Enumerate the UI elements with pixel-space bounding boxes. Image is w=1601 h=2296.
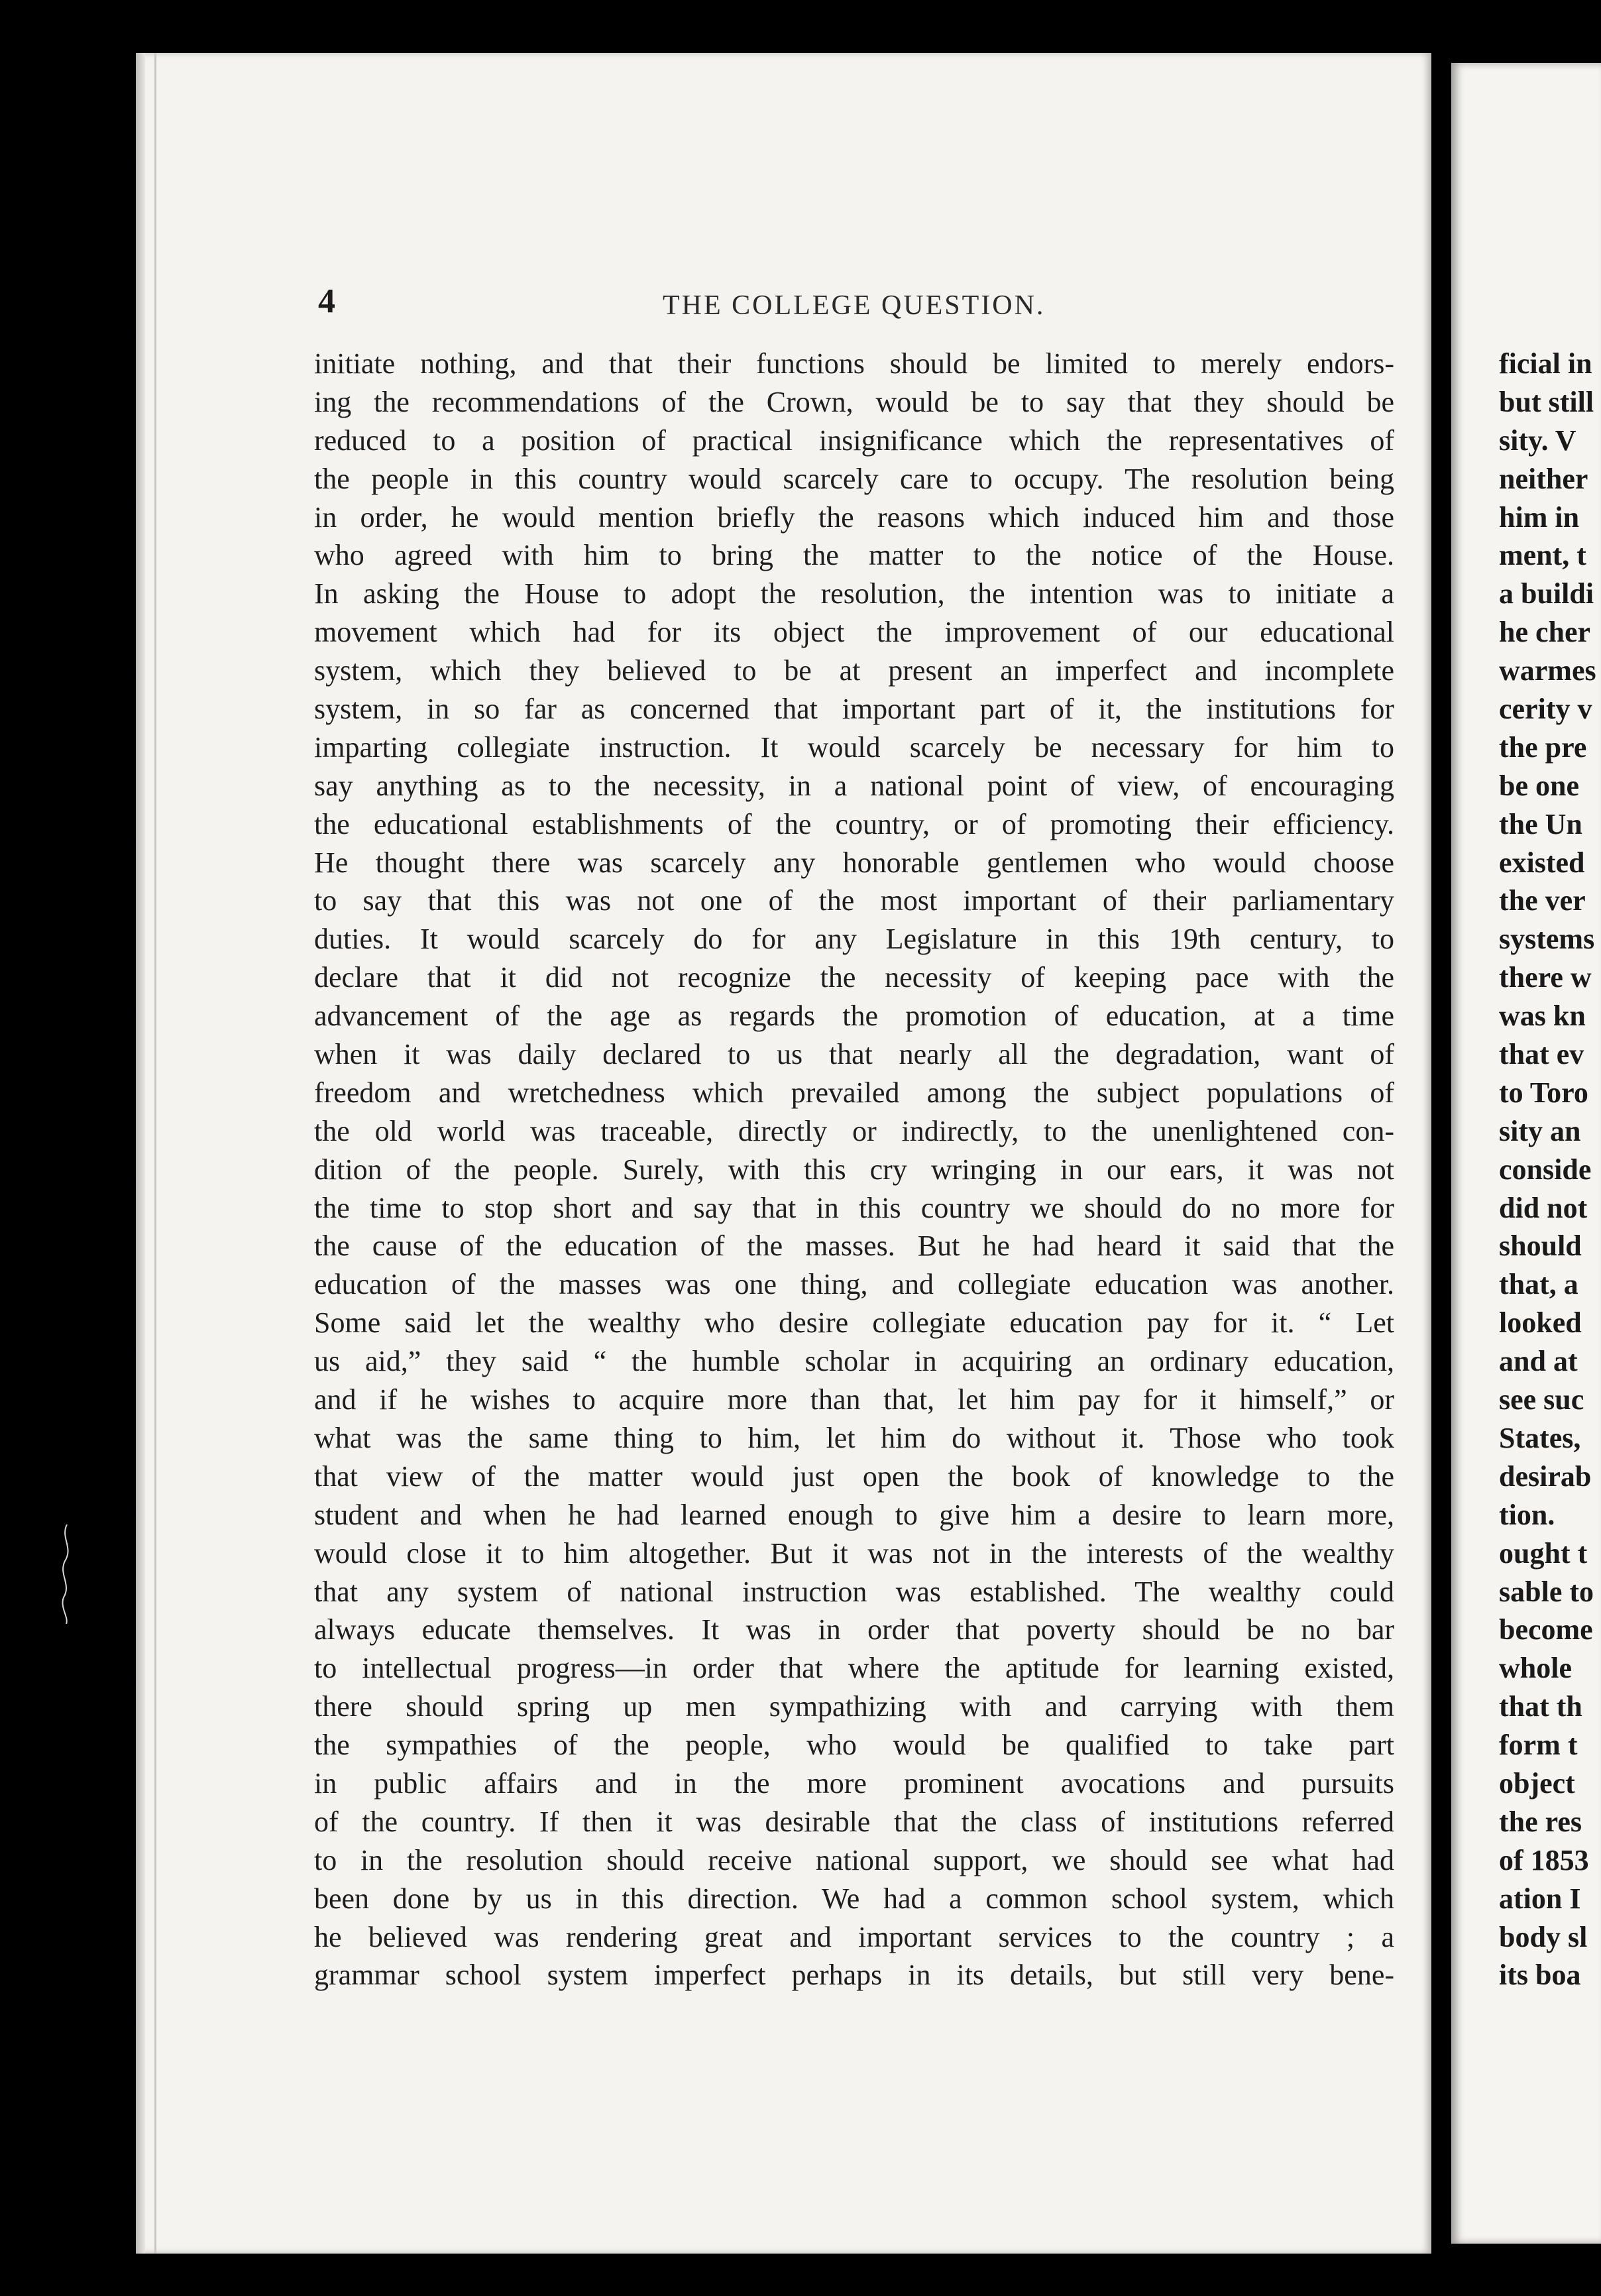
text-line: reduced to a position of practical insignificance which the representatives of bbox=[314, 424, 1394, 457]
facing-text-line: be one bbox=[1499, 769, 1579, 802]
facing-text-line: of 1853 bbox=[1499, 1843, 1589, 1876]
text-line: movement which had for its object the improvement of our educational bbox=[314, 616, 1394, 649]
page-number: 4 bbox=[318, 282, 335, 320]
text-line: of the country. If then it was desirable that the class of institutions referred bbox=[314, 1805, 1394, 1838]
text-line: that any system of national instruction was established. The wealthy could bbox=[314, 1575, 1394, 1608]
text-line: to say that this was not one of the most important of their parliamentary bbox=[314, 884, 1394, 917]
text-line: ing the recommendations of the Crown, would be to say that they should be bbox=[314, 385, 1394, 418]
text-line: system, in so far as concerned that important part of it, the institutions for bbox=[314, 693, 1394, 726]
facing-text-line: and at bbox=[1499, 1345, 1578, 1378]
text-line: system, which they believed to be at present an imperfect and incomplete bbox=[314, 654, 1394, 687]
facing-text-line: sity an bbox=[1499, 1114, 1581, 1147]
facing-text-line: the Un bbox=[1499, 807, 1582, 840]
text-line: when it was daily declared to us that nearly all the degradation, want of bbox=[314, 1038, 1394, 1071]
facing-page-text-column bbox=[1499, 345, 1601, 1994]
text-line: the old world was traceable, directly or indirectly, to the unenlightened con- bbox=[314, 1114, 1394, 1147]
text-line: the educational establishments of the country, or of promoting their efficiency. bbox=[314, 807, 1394, 840]
text-line: dition of the people. Surely, with this cry wringing in our ears, it was not bbox=[314, 1153, 1394, 1186]
text-line: what was the same thing to him, let him do without it. Those who took bbox=[314, 1421, 1394, 1454]
facing-text-line: become bbox=[1499, 1613, 1593, 1646]
facing-text-line: sable to bbox=[1499, 1575, 1594, 1608]
text-line: declare that it did not recognize the necessity of keeping pace with the bbox=[314, 961, 1394, 994]
facing-text-line: that ev bbox=[1499, 1038, 1584, 1071]
facing-text-line: the res bbox=[1499, 1805, 1582, 1838]
facing-text-line: systems bbox=[1499, 923, 1595, 956]
text-line: initiate nothing, and that their functions should be limited to merely endors- bbox=[314, 347, 1394, 380]
text-line: been done by us in this direction. We had a common school system, which bbox=[314, 1882, 1394, 1915]
facing-text-line: the pre bbox=[1499, 730, 1587, 764]
text-line: would close it to him altogether. But it was not in the interests of the wealthy bbox=[314, 1536, 1394, 1570]
margin-ink-mark bbox=[57, 1524, 77, 1624]
binding-shadow bbox=[136, 53, 145, 2254]
facing-text-line: neither bbox=[1499, 462, 1588, 495]
text-line: there should spring up men sympathizing with and carrying with them bbox=[314, 1690, 1394, 1723]
facing-text-line: him in bbox=[1499, 500, 1580, 534]
facing-text-line: should bbox=[1499, 1230, 1582, 1263]
text-line: Some said let the wealthy who desire collegiate education pay for it. “ Let bbox=[314, 1306, 1394, 1340]
text-line: in public affairs and in the more prominent avocations and pursuits bbox=[314, 1766, 1394, 1800]
facing-text-line: to Toro bbox=[1499, 1076, 1588, 1109]
text-line: He thought there was scarcely any honorable gentlemen who would choose bbox=[314, 846, 1394, 879]
text-line: us aid,” they said “ the humble scholar in acquiring an ordinary education, bbox=[314, 1345, 1394, 1378]
facing-text-line: he cher bbox=[1499, 616, 1591, 649]
facing-text-line: but still bbox=[1499, 385, 1594, 418]
text-line: the cause of the education of the masses. But he had heard it said that the bbox=[314, 1230, 1394, 1263]
facing-text-line: warmes bbox=[1499, 654, 1596, 687]
facing-text-line: tion. bbox=[1499, 1498, 1555, 1531]
facing-text-line: that, a bbox=[1499, 1268, 1578, 1301]
facing-text-line: body sl bbox=[1499, 1920, 1588, 1953]
facing-text-line: ation I bbox=[1499, 1882, 1581, 1915]
facing-text-line: ment, t bbox=[1499, 539, 1586, 572]
facing-text-line: States, bbox=[1499, 1421, 1581, 1454]
text-line: and if he wishes to acquire more than that, let him pay for it himself,” or bbox=[314, 1383, 1394, 1416]
facing-text-line: conside bbox=[1499, 1153, 1592, 1186]
running-title: THE COLLEGE QUESTION. bbox=[663, 290, 1046, 321]
running-head bbox=[318, 282, 1405, 321]
facing-text-line: its boa bbox=[1499, 1959, 1581, 1992]
page-edge-line bbox=[154, 53, 156, 2254]
facing-text-line: ought t bbox=[1499, 1536, 1588, 1570]
text-line: to intellectual progress—in order that where the aptitude for learning existed, bbox=[314, 1652, 1394, 1685]
facing-text-line: existed bbox=[1499, 846, 1585, 879]
text-line: student and when he had learned enough to give him a desire to learn more, bbox=[314, 1498, 1394, 1531]
text-line: duties. It would scarcely do for any Legislature in this 19th century, to bbox=[314, 923, 1394, 956]
text-line: in order, he would mention briefly the reasons which induced him and those bbox=[314, 500, 1394, 534]
text-line: imparting collegiate instruction. It would scarcely be necessary for him to bbox=[314, 730, 1394, 764]
facing-text-line: form t bbox=[1499, 1729, 1578, 1762]
text-line: he believed was rendering great and important services to the country ; a bbox=[314, 1920, 1394, 1953]
text-line: to in the resolution should receive national support, we should see what had bbox=[314, 1843, 1394, 1876]
facing-text-line: a buildi bbox=[1499, 577, 1594, 610]
facing-text-line: cerity v bbox=[1499, 693, 1592, 726]
text-line: that view of the matter would just open the book of knowledge to the bbox=[314, 1460, 1394, 1493]
text-line: the sympathies of the people, who would be qualified to take part bbox=[314, 1729, 1394, 1762]
facing-text-line: ficial in bbox=[1499, 347, 1592, 380]
text-line: education of the masses was one thing, and collegiate education was another. bbox=[314, 1268, 1394, 1301]
text-line: grammar school system imperfect perhaps in its details, but still very bene- bbox=[314, 1959, 1394, 1992]
facing-text-line: was kn bbox=[1499, 1000, 1586, 1033]
facing-text-line: that th bbox=[1499, 1690, 1582, 1723]
facing-text-line: did not bbox=[1499, 1191, 1588, 1224]
text-line: the people in this country would scarcely care to occupy. The resolution being bbox=[314, 462, 1394, 495]
facing-text-line: sity. V bbox=[1499, 424, 1576, 457]
facing-text-line: there w bbox=[1499, 961, 1592, 994]
facing-text-line: object bbox=[1499, 1766, 1575, 1800]
main-text-column bbox=[314, 345, 1394, 1994]
text-line: who agreed with him to bring the matter to the notice of the House. bbox=[314, 539, 1394, 572]
text-line: the time to stop short and say that in this country we should do no more for bbox=[314, 1191, 1394, 1224]
text-line: freedom and wretchedness which prevailed among the subject populations of bbox=[314, 1076, 1394, 1109]
facing-text-line: looked bbox=[1499, 1306, 1582, 1340]
facing-text-line: desirab bbox=[1499, 1460, 1592, 1493]
text-line: In asking the House to adopt the resolution, the intention was to initiate a bbox=[314, 577, 1394, 610]
facing-text-line: the ver bbox=[1499, 884, 1586, 917]
text-line: say anything as to the necessity, in a national point of view, of encouraging bbox=[314, 769, 1394, 802]
text-line: advancement of the age as regards the promotion of education, at a time bbox=[314, 1000, 1394, 1033]
facing-text-line: see suc bbox=[1499, 1383, 1584, 1416]
text-line: always educate themselves. It was in order that poverty should be no bar bbox=[314, 1613, 1394, 1646]
facing-text-line: whole bbox=[1499, 1652, 1572, 1685]
